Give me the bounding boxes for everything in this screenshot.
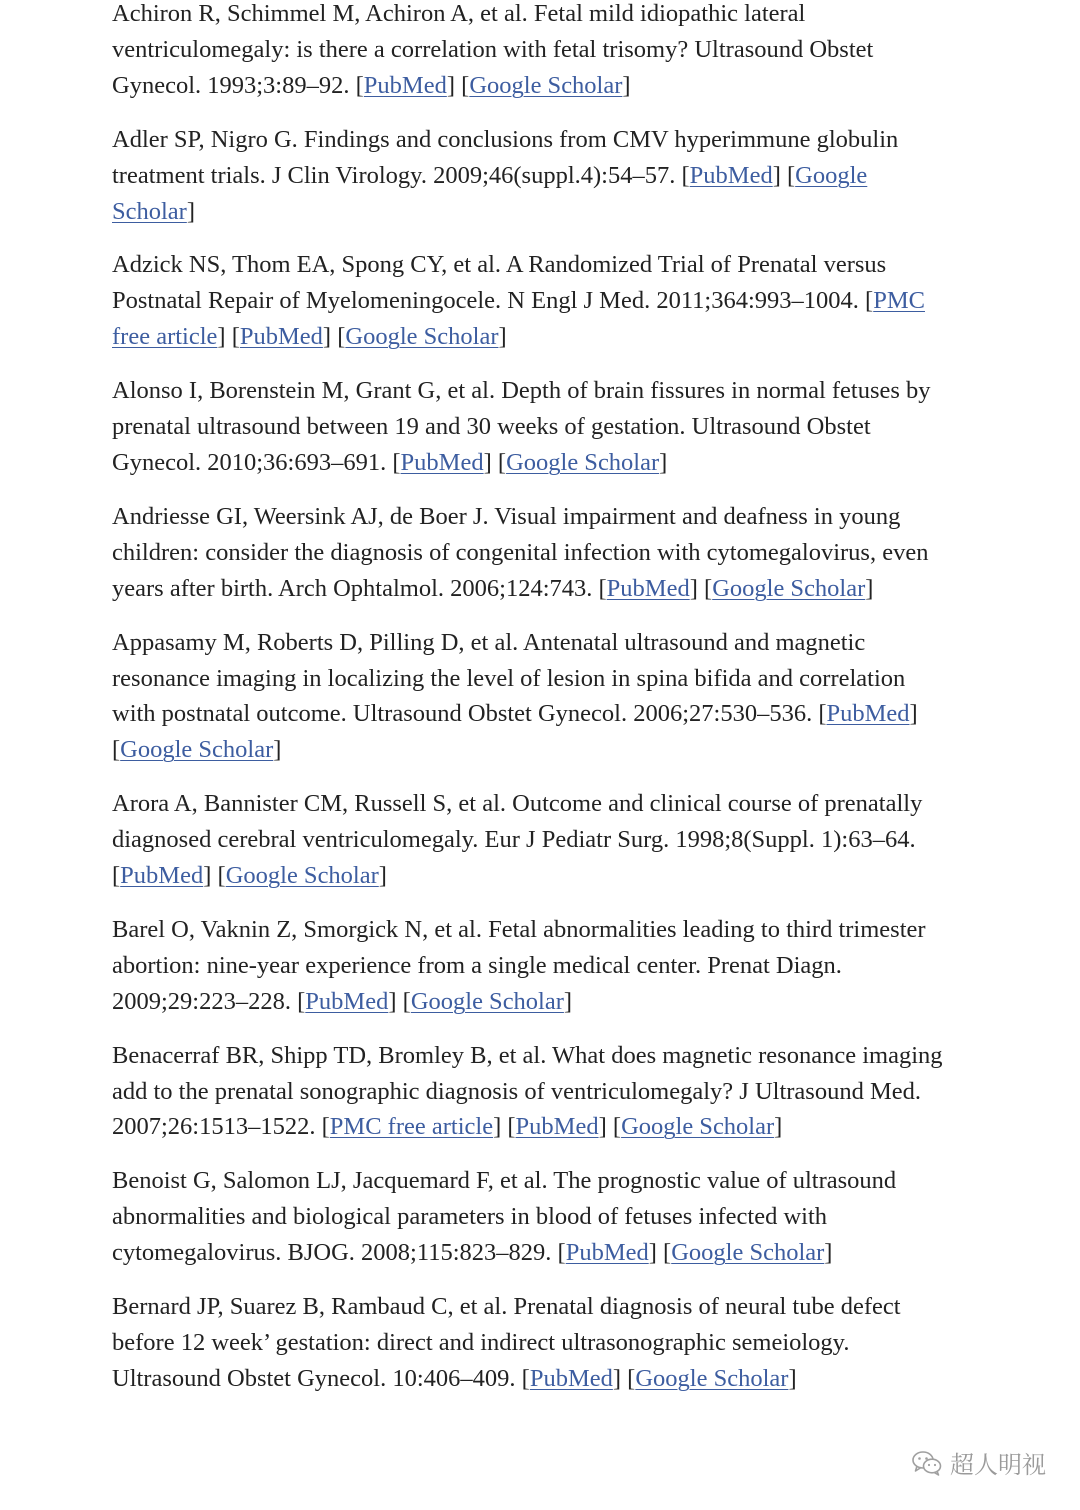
pubmed-link[interactable]: PubMed [606, 574, 690, 602]
reference-item: Adzick NS, Thom EA, Spong CY, et al. A Randomized Trial of Prenatal versus Postnatal Repair of Myelomeningocele. N Engl J Med. 2011;364:993–1004. [PMC free article] [PubMed] [Google Scholar] [112, 251, 925, 351]
reference-text: Barel O, Vaknin Z, Smorgick N, et al. Fetal abnormalities leading to third trimester abortion: nine-year experience from a single medical center. Prenat Diagn. 2009;29:223–228. [112, 915, 926, 1015]
reference-text: Alonso I, Borenstein M, Grant G, et al. Depth of brain fissures in normal fetuses by prenatal ultrasound between 19 and 30 weeks of gestation. Ultrasound Obstet Gynecol. 2010;36:693–691. [112, 377, 931, 476]
pubmed-link[interactable]: PubMed [363, 71, 447, 99]
watermark [912, 1445, 1046, 1480]
reference-text: Achiron R, Schimmel M, Achiron A, et al. Fetal mild idiopathic lateral ventriculomegaly: is there a correlation with fetal trisomy? Ultrasound Obstet Gynecol. 1993;3:89–92. [112, 0, 874, 99]
google-scholar-link[interactable]: Google Scholar [712, 574, 866, 602]
pmc-free-article-link[interactable]: PMC free article [112, 287, 925, 351]
google-scholar-link[interactable]: Google Scholar [469, 71, 623, 99]
reference-item: Benacerraf BR, Shipp TD, Bromley B, et al. What does magnetic resonance imaging add to the prenatal sonographic diagnosis of ventriculomegaly? J Ultrasound Med. 2007;26:1513–1522. [PMC free article] [PubMed] [Google Scholar] [112, 1041, 943, 1141]
reference-item: Barel O, Vaknin Z, Smorgick N, et al. Fetal abnormalities leading to third trimester abortion: nine-year experience from a single medical center. Prenat Diagn. 2009;29:223–228. [PubMed] [Google Scholar] [112, 915, 926, 1015]
reference-text: Adler SP, Nigro G. Findings and conclusions from CMV hyperimmune globulin treatment trials. J Clin Virology. 2009;46(suppl.4):54–57. [112, 125, 899, 189]
pubmed-link[interactable]: PubMed [826, 700, 910, 728]
wechat-icon [912, 1450, 942, 1476]
pubmed-link[interactable]: PubMed [120, 862, 204, 890]
reference-text: Benoist G, Salomon LJ, Jacquemard F, et al. The prognostic value of ultrasound abnormalities and biological parameters in blood of fetuses infected with cytomegalovirus. BJOG. 2008;115:823–829. [112, 1167, 897, 1267]
reference-item: Bernard JP, Suarez B, Rambaud C, et al. Prenatal diagnosis of neural tube defect before 12 week’ gestation: direct and indirect ultrasonographic semeiology. Ultrasound Obstet Gynecol. 10:406–409. [PubMed] [Google Scholar] [112, 1293, 901, 1392]
reference-item: Appasamy M, Roberts D, Pilling D, et al. Antenatal ultrasound and magnetic resonance imaging in localizing the level of lesion in spina bifida and correlation with postnatal outcome. Ultrasound Obstet Gynecol. 2006;27:530–536. [PubMed] [Google Scholar] [112, 628, 918, 764]
google-scholar-link[interactable]: Google Scholar [635, 1364, 789, 1392]
google-scholar-link[interactable]: Google Scholar [506, 448, 660, 476]
reference-text: Benacerraf BR, Shipp TD, Bromley B, et al. What does magnetic resonance imaging add to the prenatal sonographic diagnosis of ventriculomegaly? J Ultrasound Med. 2007;26:1513–1522. [112, 1041, 943, 1141]
pubmed-link[interactable]: PubMed [689, 161, 773, 189]
reference-item: Achiron R, Schimmel M, Achiron A, et al. Fetal mild idiopathic lateral ventriculomegaly: is there a correlation with fetal trisomy? Ultrasound Obstet Gynecol. 1993;3:89–92. [PubMed] [Google Scholar] [112, 0, 874, 99]
google-scholar-link[interactable]: Google Scholar [671, 1239, 825, 1267]
google-scholar-link[interactable]: Google Scholar [120, 736, 274, 764]
reference-item: Alonso I, Borenstein M, Grant G, et al. Depth of brain fissures in normal fetuses by prenatal ultrasound between 19 and 30 weeks of gestation. Ultrasound Obstet Gynecol. 2010;36:693–691. [PubMed] [Google Scholar] [112, 377, 931, 476]
google-scholar-link[interactable]: Google Scholar [621, 1113, 775, 1141]
reference-text: Adzick NS, Thom EA, Spong CY, et al. A Randomized Trial of Prenatal versus Postnatal Repair of Myelomeningocele. N Engl J Med. 2011;364:993–1004. [112, 251, 887, 315]
reference-list [112, 0, 952, 1415]
reference-text: Arora A, Bannister CM, Russell S, et al. Outcome and clinical course of prenatally diagnosed cerebral ventriculomegaly. Eur J Pediatr Surg. 1998;8(Suppl. 1):63–64. [112, 790, 923, 854]
reference-item: Benoist G, Salomon LJ, Jacquemard F, et al. The prognostic value of ultrasound abnormalities and biological parameters in blood of fetuses infected with cytomegalovirus. BJOG. 2008;115:823–829. [PubMed] [Google Scholar] [112, 1167, 897, 1267]
reference-text: Bernard JP, Suarez B, Rambaud C, et al. Prenatal diagnosis of neural tube defect before 12 week’ gestation: direct and indirect ultrasonographic semeiology. Ultrasound Obstet Gynecol. 10:406–409. [112, 1293, 901, 1392]
pubmed-link[interactable]: PubMed [529, 1364, 613, 1392]
google-scholar-link[interactable]: Google Scholar [112, 161, 868, 225]
pmc-free-article-link[interactable]: PMC free article [329, 1113, 494, 1141]
google-scholar-link[interactable]: Google Scholar [225, 862, 379, 890]
reference-text: Appasamy M, Roberts D, Pilling D, et al. Antenatal ultrasound and magnetic resonance imaging in localizing the level of lesion in spina bifida and correlation with postnatal outcome. Ultrasound Obstet Gynecol. 2006;27:530–536. [112, 628, 906, 728]
reference-item: Adler SP, Nigro G. Findings and conclusions from CMV hyperimmune globulin treatment trials. J Clin Virology. 2009;46(suppl.4):54–57. [PubMed] [Google Scholar] [112, 125, 899, 225]
pubmed-link[interactable]: PubMed [239, 323, 323, 351]
pubmed-link[interactable]: PubMed [305, 987, 389, 1015]
pubmed-link[interactable]: PubMed [565, 1239, 649, 1267]
watermark-text: 超人明视 [950, 1451, 1046, 1479]
reference-item: Arora A, Bannister CM, Russell S, et al. Outcome and clinical course of prenatally diagnosed cerebral ventriculomegaly. Eur J Pediatr Surg. 1998;8(Suppl. 1):63–64. [PubMed] [Google Scholar] [112, 790, 923, 890]
reference-item: Andriesse GI, Weersink AJ, de Boer J. Visual impairment and deafness in young children: consider the diagnosis of congenital infection with cytomegalovirus, even years after birth. Arch Ophtalmol. 2006;124:743. [PubMed] [Google Scholar] [112, 502, 929, 602]
pubmed-link[interactable]: PubMed [515, 1113, 599, 1141]
pubmed-link[interactable]: PubMed [400, 448, 484, 476]
google-scholar-link[interactable]: Google Scholar [410, 987, 564, 1015]
reference-text: Andriesse GI, Weersink AJ, de Boer J. Visual impairment and deafness in young children: consider the diagnosis of congenital infection with cytomegalovirus, even years after birth. Arch Ophtalmol. 2006;124:743. [112, 502, 929, 602]
google-scholar-link[interactable]: Google Scholar [345, 323, 499, 351]
